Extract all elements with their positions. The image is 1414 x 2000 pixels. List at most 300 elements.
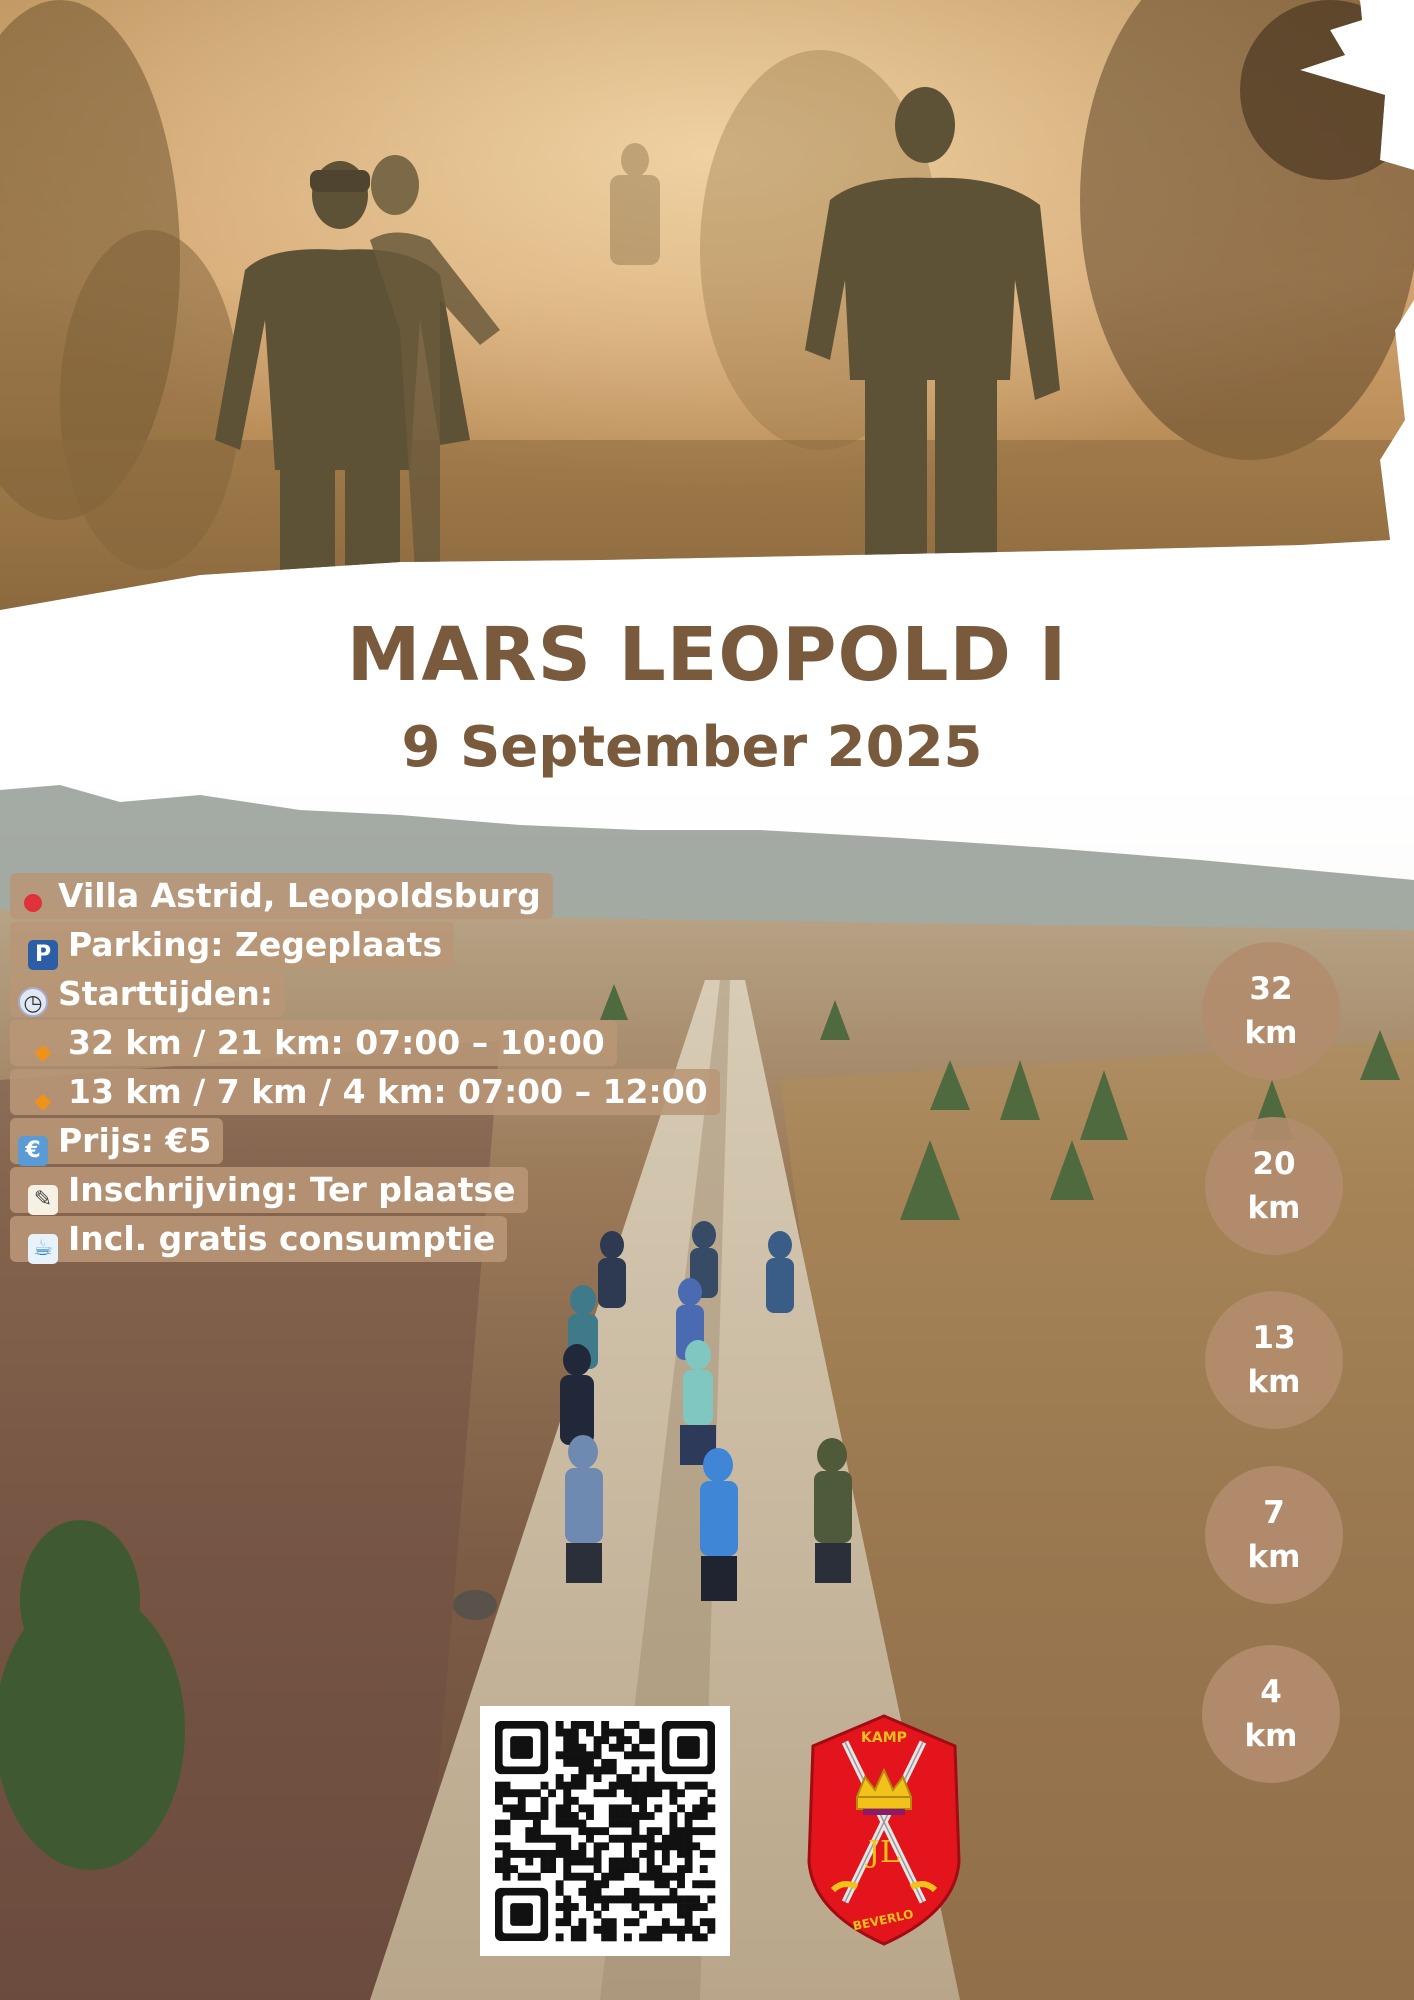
qr-module [525, 1835, 533, 1843]
qr-module [639, 1789, 647, 1797]
qr-module [533, 1812, 541, 1820]
qr-module [601, 1827, 609, 1835]
qr-module [518, 1797, 526, 1805]
qr-module [586, 1812, 594, 1820]
qr-module [563, 1858, 571, 1866]
qr-module [556, 1774, 564, 1782]
qr-module [677, 1804, 685, 1812]
qr-module [654, 1782, 662, 1790]
qr-module [639, 1835, 647, 1843]
qr-module [556, 1751, 564, 1759]
qr-module [495, 1797, 503, 1805]
qr-module [632, 1895, 640, 1903]
qr-module [677, 1827, 685, 1835]
qr-module [578, 1759, 586, 1767]
qr-module [578, 1888, 586, 1896]
qr-module [503, 1842, 511, 1850]
qr-module [662, 1858, 670, 1866]
qr-module [609, 1767, 617, 1775]
qr-module [685, 1903, 693, 1911]
qr-module [601, 1918, 609, 1926]
qr-module [647, 1842, 655, 1850]
qr-module [563, 1751, 571, 1759]
qr-module [647, 1850, 655, 1858]
qr-module [586, 1895, 594, 1903]
qr-module [624, 1736, 632, 1744]
distance-unit: km [1247, 1190, 1301, 1226]
qr-module [601, 1873, 609, 1881]
qr-module [548, 1865, 556, 1873]
registration-text: Inschrijving: Ter plaatse [68, 1170, 516, 1209]
qr-module [700, 1812, 708, 1820]
qr-module [677, 1850, 685, 1858]
qr-module [700, 1903, 708, 1911]
qr-module [601, 1926, 609, 1934]
qr-module [525, 1858, 533, 1866]
qr-module [525, 1812, 533, 1820]
qr-module [692, 1895, 700, 1903]
qr-module [525, 1827, 533, 1835]
qr-module [548, 1850, 556, 1858]
start-short-text: 13 km / 7 km / 4 km: 07:00 – 12:00 [68, 1072, 708, 1111]
qr-module [632, 1858, 640, 1866]
qr-module [647, 1865, 655, 1873]
qr-module [692, 1880, 700, 1888]
qr-module [586, 1858, 594, 1866]
qr-module [563, 1812, 571, 1820]
qr-module [647, 1736, 655, 1744]
qr-module [578, 1721, 586, 1729]
qr-module [639, 1911, 647, 1919]
qr-module [601, 1903, 609, 1911]
distance-badge-20 [1205, 1117, 1343, 1255]
qr-module [669, 1888, 677, 1896]
qr-module [647, 1926, 655, 1934]
qr-module [616, 1895, 624, 1903]
qr-module [609, 1820, 617, 1828]
qr-module [586, 1888, 594, 1896]
qr-module [700, 1782, 708, 1790]
qr-finder-pattern [510, 1736, 533, 1759]
qr-module [510, 1850, 518, 1858]
qr-module [624, 1751, 632, 1759]
qr-module [495, 1827, 503, 1835]
qr-module [685, 1827, 693, 1835]
qr-module [707, 1827, 715, 1835]
diamond-icon: ◆ [34, 1089, 52, 1114]
qr-module [594, 1911, 602, 1919]
qr-module [647, 1827, 655, 1835]
qr-module [541, 1858, 549, 1866]
clock-icon: ◷ [18, 987, 48, 1017]
qr-module [503, 1782, 511, 1790]
qr-module [609, 1918, 617, 1926]
qr-module [685, 1835, 693, 1843]
distance-value: 32 [1249, 971, 1293, 1007]
qr-module [624, 1721, 632, 1729]
poster-title: MARS LEOPOLD I [346, 612, 1068, 698]
qr-module [594, 1736, 602, 1744]
qr-module [594, 1789, 602, 1797]
money-icon: € [18, 1136, 48, 1166]
qr-module [662, 1835, 670, 1843]
qr-module [669, 1842, 677, 1850]
qr-module [654, 1804, 662, 1812]
qr-module [571, 1797, 579, 1805]
qr-module [639, 1850, 647, 1858]
qr-module [662, 1926, 670, 1934]
qr-module [632, 1820, 640, 1828]
qr-module [624, 1835, 632, 1843]
distance-value: 13 [1252, 1320, 1296, 1356]
qr-module [563, 1804, 571, 1812]
parking-text: Parking: Zegeplaats [68, 925, 443, 964]
qr-module [616, 1804, 624, 1812]
diamond-icon: ◆ [34, 1040, 52, 1065]
qr-module [578, 1782, 586, 1790]
qr-module [677, 1835, 685, 1843]
qr-module [601, 1759, 609, 1767]
qr-module [571, 1751, 579, 1759]
qr-module [533, 1850, 541, 1858]
qr-module [556, 1880, 564, 1888]
qr-module [632, 1744, 640, 1752]
qr-code-icon [480, 1706, 730, 1956]
distance-badge-4 [1202, 1645, 1340, 1783]
qr-module [669, 1827, 677, 1835]
start-times-label: Starttijden: [58, 974, 273, 1013]
qr-module [586, 1767, 594, 1775]
memo-icon: ✎ [28, 1185, 58, 1215]
qr-module [601, 1767, 609, 1775]
qr-module [609, 1812, 617, 1820]
qr-module [533, 1873, 541, 1881]
qr-module [707, 1918, 715, 1926]
qr-module [586, 1880, 594, 1888]
qr-module [616, 1873, 624, 1881]
qr-module [624, 1850, 632, 1858]
qr-module [578, 1933, 586, 1941]
qr-module [578, 1873, 586, 1881]
qr-module [541, 1797, 549, 1805]
qr-module [662, 1895, 670, 1903]
qr-module [685, 1858, 693, 1866]
qr-module [533, 1789, 541, 1797]
qr-module [707, 1880, 715, 1888]
qr-module [669, 1797, 677, 1805]
qr-module [647, 1933, 655, 1941]
qr-module [632, 1827, 640, 1835]
price-text: Prijs: €5 [58, 1121, 212, 1160]
qr-module [685, 1865, 693, 1873]
qr-module [586, 1729, 594, 1737]
qr-module [495, 1842, 503, 1850]
qr-module [601, 1729, 609, 1737]
qr-module [556, 1782, 564, 1790]
distance-value: 4 [1260, 1674, 1282, 1710]
qr-module [677, 1933, 685, 1941]
qr-module [556, 1933, 564, 1941]
distance-value: 7 [1263, 1495, 1285, 1531]
qr-module [609, 1789, 617, 1797]
qr-module [700, 1797, 708, 1805]
qr-module [677, 1789, 685, 1797]
qr-module [624, 1789, 632, 1797]
qr-module [571, 1926, 579, 1934]
qr-module [563, 1918, 571, 1926]
qr-module [594, 1895, 602, 1903]
distance-unit: km [1244, 1718, 1298, 1754]
qr-module [692, 1812, 700, 1820]
qr-module [578, 1751, 586, 1759]
qr-module [556, 1804, 564, 1812]
qr-module [563, 1744, 571, 1752]
qr-module [495, 1782, 503, 1790]
qr-module [533, 1827, 541, 1835]
info-location [10, 873, 553, 919]
qr-module [624, 1774, 632, 1782]
qr-module [571, 1850, 579, 1858]
qr-module [692, 1903, 700, 1911]
qr-module [677, 1911, 685, 1919]
qr-module [662, 1880, 670, 1888]
qr-module [685, 1820, 693, 1828]
qr-module [510, 1804, 518, 1812]
qr-module [624, 1865, 632, 1873]
qr-module [669, 1926, 677, 1934]
qr-module [616, 1865, 624, 1873]
qr-module [495, 1820, 503, 1828]
qr-module [503, 1789, 511, 1797]
qr-module [556, 1835, 564, 1843]
qr-module [647, 1751, 655, 1759]
qr-module [647, 1873, 655, 1881]
qr-module [624, 1804, 632, 1812]
qr-module [609, 1933, 617, 1941]
qr-module [616, 1782, 624, 1790]
info-registration [10, 1167, 528, 1213]
qr-module [571, 1820, 579, 1828]
qr-module [616, 1774, 624, 1782]
qr-module [692, 1827, 700, 1835]
qr-module [556, 1729, 564, 1737]
qr-module [616, 1820, 624, 1828]
qr-module [692, 1804, 700, 1812]
qr-module [707, 1850, 715, 1858]
qr-module [601, 1721, 609, 1729]
qr-module [685, 1782, 693, 1790]
qr-module [495, 1789, 503, 1797]
qr-module [632, 1812, 640, 1820]
qr-module [700, 1918, 708, 1926]
qr-module [578, 1820, 586, 1828]
qr-module [594, 1880, 602, 1888]
qr-module [541, 1812, 549, 1820]
qr-module [518, 1804, 526, 1812]
qr-module [563, 1820, 571, 1828]
qr-module [556, 1842, 564, 1850]
qr-module [669, 1789, 677, 1797]
logo-bottom-text: BEVERLO [851, 1906, 915, 1934]
map-pin-icon [18, 891, 48, 921]
qr-module [647, 1858, 655, 1866]
qr-module [533, 1820, 541, 1828]
qr-module [563, 1782, 571, 1790]
qr-module [647, 1729, 655, 1737]
parking-icon: P [28, 940, 58, 970]
qr-module [586, 1835, 594, 1843]
qr-module [495, 1858, 503, 1866]
qr-module [616, 1729, 624, 1737]
qr-module [654, 1880, 662, 1888]
qr-module [556, 1918, 564, 1926]
qr-module [647, 1895, 655, 1903]
qr-module [548, 1789, 556, 1797]
qr-module [541, 1865, 549, 1873]
qr-module [563, 1729, 571, 1737]
qr-module [707, 1926, 715, 1934]
qr-module [563, 1911, 571, 1919]
qr-module [563, 1850, 571, 1858]
qr-module [594, 1842, 602, 1850]
start-long-text: 32 km / 21 km: 07:00 – 10:00 [68, 1023, 605, 1062]
qr-module [647, 1767, 655, 1775]
qr-module [700, 1827, 708, 1835]
qr-module [578, 1774, 586, 1782]
qr-module [677, 1880, 685, 1888]
qr-module [503, 1804, 511, 1812]
qr-module [518, 1789, 526, 1797]
qr-module [586, 1759, 594, 1767]
qr-module [594, 1926, 602, 1934]
qr-module [624, 1888, 632, 1896]
qr-module [662, 1842, 670, 1850]
qr-module [510, 1812, 518, 1820]
qr-module [601, 1789, 609, 1797]
qr-module [692, 1933, 700, 1941]
qr-module [639, 1751, 647, 1759]
qr-module [601, 1880, 609, 1888]
qr-module [624, 1895, 632, 1903]
qr-module [571, 1721, 579, 1729]
qr-module [571, 1774, 579, 1782]
qr-module [518, 1850, 526, 1858]
qr-module [654, 1933, 662, 1941]
qr-module [654, 1895, 662, 1903]
qr-module [632, 1721, 640, 1729]
qr-finder-pattern [510, 1903, 533, 1926]
qr-module [632, 1782, 640, 1790]
qr-module [639, 1736, 647, 1744]
qr-module [571, 1858, 579, 1866]
qr-module [556, 1820, 564, 1828]
qr-module [563, 1903, 571, 1911]
qr-finder-pattern [677, 1736, 700, 1759]
qr-module [563, 1873, 571, 1881]
qr-module [609, 1835, 617, 1843]
qr-module [647, 1782, 655, 1790]
logo-monogram: JL [868, 1835, 900, 1870]
qr-module [654, 1865, 662, 1873]
qr-module [624, 1933, 632, 1941]
qr-module [669, 1782, 677, 1790]
qr-module [616, 1744, 624, 1752]
qr-module [669, 1812, 677, 1820]
cup-icon: ☕ [28, 1234, 58, 1264]
qr-module [632, 1797, 640, 1805]
qr-module [654, 1903, 662, 1911]
qr-module [510, 1789, 518, 1797]
qr-module [685, 1926, 693, 1934]
qr-module [669, 1835, 677, 1843]
qr-module [616, 1736, 624, 1744]
qr-module [563, 1797, 571, 1805]
qr-module [586, 1751, 594, 1759]
qr-module [586, 1873, 594, 1881]
qr-module [503, 1858, 511, 1866]
qr-module [594, 1751, 602, 1759]
distance-badge-7 [1205, 1466, 1343, 1604]
qr-module [624, 1812, 632, 1820]
qr-module [578, 1827, 586, 1835]
qr-module [647, 1835, 655, 1843]
qr-module [654, 1926, 662, 1934]
qr-module [503, 1827, 511, 1835]
qr-module [677, 1926, 685, 1934]
qr-module [563, 1736, 571, 1744]
qr-module [654, 1842, 662, 1850]
qr-module [639, 1797, 647, 1805]
qr-module [685, 1842, 693, 1850]
qr-module [578, 1918, 586, 1926]
qr-module [632, 1865, 640, 1873]
qr-module [632, 1751, 640, 1759]
qr-module [692, 1842, 700, 1850]
qr-module [578, 1804, 586, 1812]
distance-badge-13 [1205, 1291, 1343, 1429]
qr-module [586, 1903, 594, 1911]
qr-module [685, 1918, 693, 1926]
qr-module [707, 1804, 715, 1812]
qr-module [677, 1895, 685, 1903]
distance-unit: km [1244, 1015, 1298, 1051]
qr-module [578, 1744, 586, 1752]
qr-module [525, 1789, 533, 1797]
registration-qr-code[interactable] [480, 1706, 730, 1956]
qr-module [594, 1858, 602, 1866]
qr-module [632, 1888, 640, 1896]
qr-module [609, 1782, 617, 1790]
qr-module [601, 1736, 609, 1744]
qr-module [533, 1835, 541, 1843]
kamp-beverlo-logo [805, 1712, 963, 1948]
qr-module [503, 1850, 511, 1858]
qr-module [639, 1873, 647, 1881]
qr-module [654, 1827, 662, 1835]
qr-module [632, 1903, 640, 1911]
qr-module [639, 1933, 647, 1941]
qr-module [594, 1744, 602, 1752]
qr-module [632, 1789, 640, 1797]
qr-module [571, 1759, 579, 1767]
qr-module [609, 1865, 617, 1873]
qr-module [616, 1835, 624, 1843]
qr-module [662, 1918, 670, 1926]
qr-module [578, 1926, 586, 1934]
distance-value: 20 [1252, 1146, 1296, 1182]
qr-module [578, 1767, 586, 1775]
qr-module [571, 1812, 579, 1820]
